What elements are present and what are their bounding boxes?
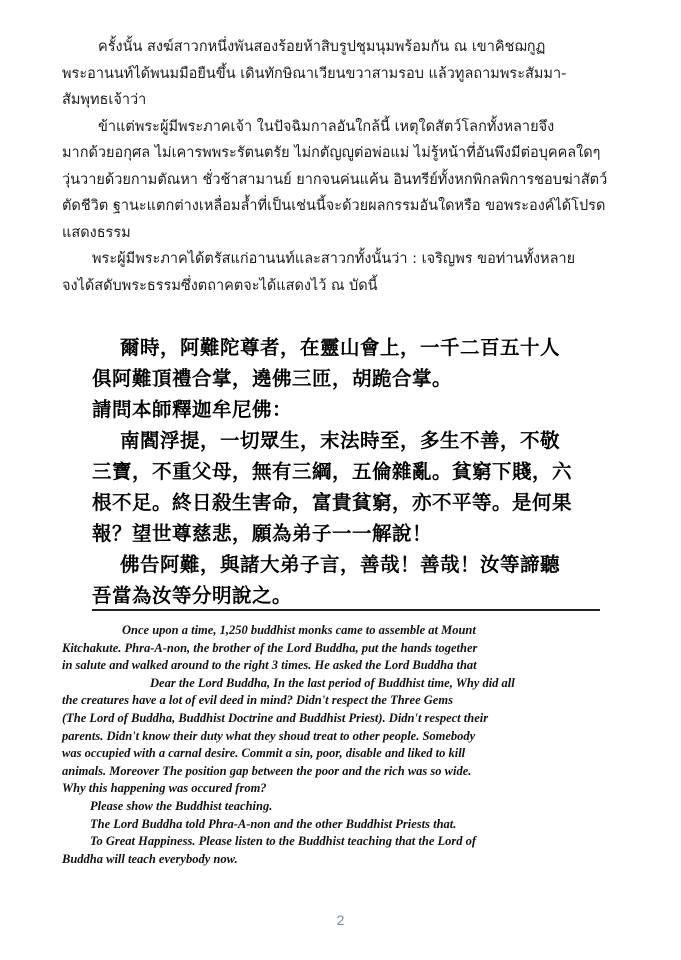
- chinese-line: 請問本師釋迦牟尼佛：: [92, 398, 293, 421]
- english-line: animals. Moreover The position gap between the poor and the rich was so wide.: [62, 763, 472, 778]
- english-line: the creatures have a lot of evil deed in mind? Didn't respect the Three Gems: [62, 693, 453, 708]
- english-text-block: [62, 622, 642, 868]
- english-line: (The Lord of Buddha, Buddhist Doctrine and Buddhist Priest). Didn't respect their: [62, 710, 489, 725]
- thai-line: ครั้งนั้น สงฆ์สาวกหนึ่งพันสองร้อยห้าสิบรูปชุมนุมพร้อมกัน ณ เขาคิชฌกูฏ: [98, 39, 546, 55]
- chinese-line: 三寶，不重父母，無有三綱，五倫雜亂。貧窮下賤，六: [92, 460, 573, 483]
- chinese-line: 俱阿難頂禮合掌，遶佛三匝，胡跪合掌。: [92, 367, 453, 390]
- english-line: Dear the Lord Buddha, In the last period of Buddhist time, Why did all: [150, 675, 515, 690]
- thai-text-block: [62, 34, 622, 299]
- chinese-line: 爾時，阿難陀尊者，在靈山會上，一千二百五十人: [120, 336, 561, 359]
- thai-line: จงได้สดับพระธรรมซึ่งตถาคตจะได้แสดงไว้ ณ บัดนี้: [62, 277, 378, 294]
- thai-line: แสดงธรรม: [62, 224, 131, 241]
- english-line: Please show the Buddhist teaching.: [90, 798, 273, 813]
- english-line: The Lord Buddha told Phra-A-non and the other Buddhist Priests that.: [90, 816, 457, 831]
- chinese-line: 南閻浮提，一切眾生，末法時至，多生不善，不敬: [120, 429, 561, 452]
- thai-line: พระผู้มีพระภาคได้ตรัสแก่อานนท์และสาวกทั้งนั้นว่า : เจริญพร ขอท่านทั้งหลาย: [92, 251, 576, 267]
- english-line: parents. Didn't know their duty what they shoud treat to other people. Somebody: [62, 728, 476, 743]
- thai-line: วุ่นวายด้วยกามตัณหา ชั่วช้าสามานย์ ยากจนค่นแค้น อินทรีย์ทั้งหกพิกลพิการชอบฆ่าสัตว์: [62, 171, 608, 188]
- english-line: Once upon a time, 1,250 buddhist monks came to assemble at Mount: [122, 623, 476, 637]
- english-line: in salute and walked around to the right 3 times. He asked the Lord Buddha that: [62, 658, 477, 673]
- english-line: was occupied with a carnal desire. Commit a sin, poor, disable and liked to kill: [62, 746, 466, 761]
- english-line: To Great Happiness. Please listen to the Buddhist teaching that the Lord of: [90, 834, 477, 849]
- section-divider: [92, 609, 600, 611]
- thai-line: มากด้วยอกุศล ไม่เคารพพระรัตนตรัย ไม่กตัญญูต่อพ่อแม่ ไม่รู้หน้าที่อันพึงมีต่อบุคคลใดๆ: [62, 145, 601, 161]
- chinese-text-block: [92, 332, 632, 611]
- page-number: 2: [336, 912, 345, 928]
- english-line: Kitchakute. Phra-A-non, the brother of the Lord Buddha, put the hands together: [62, 640, 478, 655]
- chinese-line: 根不足。終日殺生害命，富貴貧窮，亦不平等。是何果: [92, 491, 573, 514]
- chinese-line: 吾當為汝等分明說之。: [92, 584, 293, 607]
- thai-line: ตัดชีวิต ฐานะแตกต่างเหลื่อมล้ำที่เป็นเช่นนี้จะด้วยผลกรรมอันใดหรือ ขอพระองค์ได้โปรด: [62, 198, 606, 214]
- chinese-line: 報？望世尊慈悲，願為弟子一一解說！: [92, 522, 433, 545]
- thai-line: ข้าแต่พระผู้มีพระภาคเจ้า ในปัจฉิมกาลอันใกล้นี้ เหตุใดสัตว์โลกทั้งหลายจึง: [98, 118, 555, 135]
- thai-line: พระอานนท์ได้พนมมือยืนขึ้น เดินทักษิณาเวียนขวาสามรอบ แล้วทูลถามพระสัมมา-: [62, 65, 567, 82]
- thai-line: สัมพุทธเจ้าว่า: [62, 92, 147, 108]
- english-line: Why this happening was occured from?: [62, 781, 267, 796]
- english-line: Buddha will teach everybody now.: [62, 851, 238, 866]
- chinese-line: 佛告阿難，與諸大弟子言，善哉！善哉！汝等諦聽: [120, 553, 561, 576]
